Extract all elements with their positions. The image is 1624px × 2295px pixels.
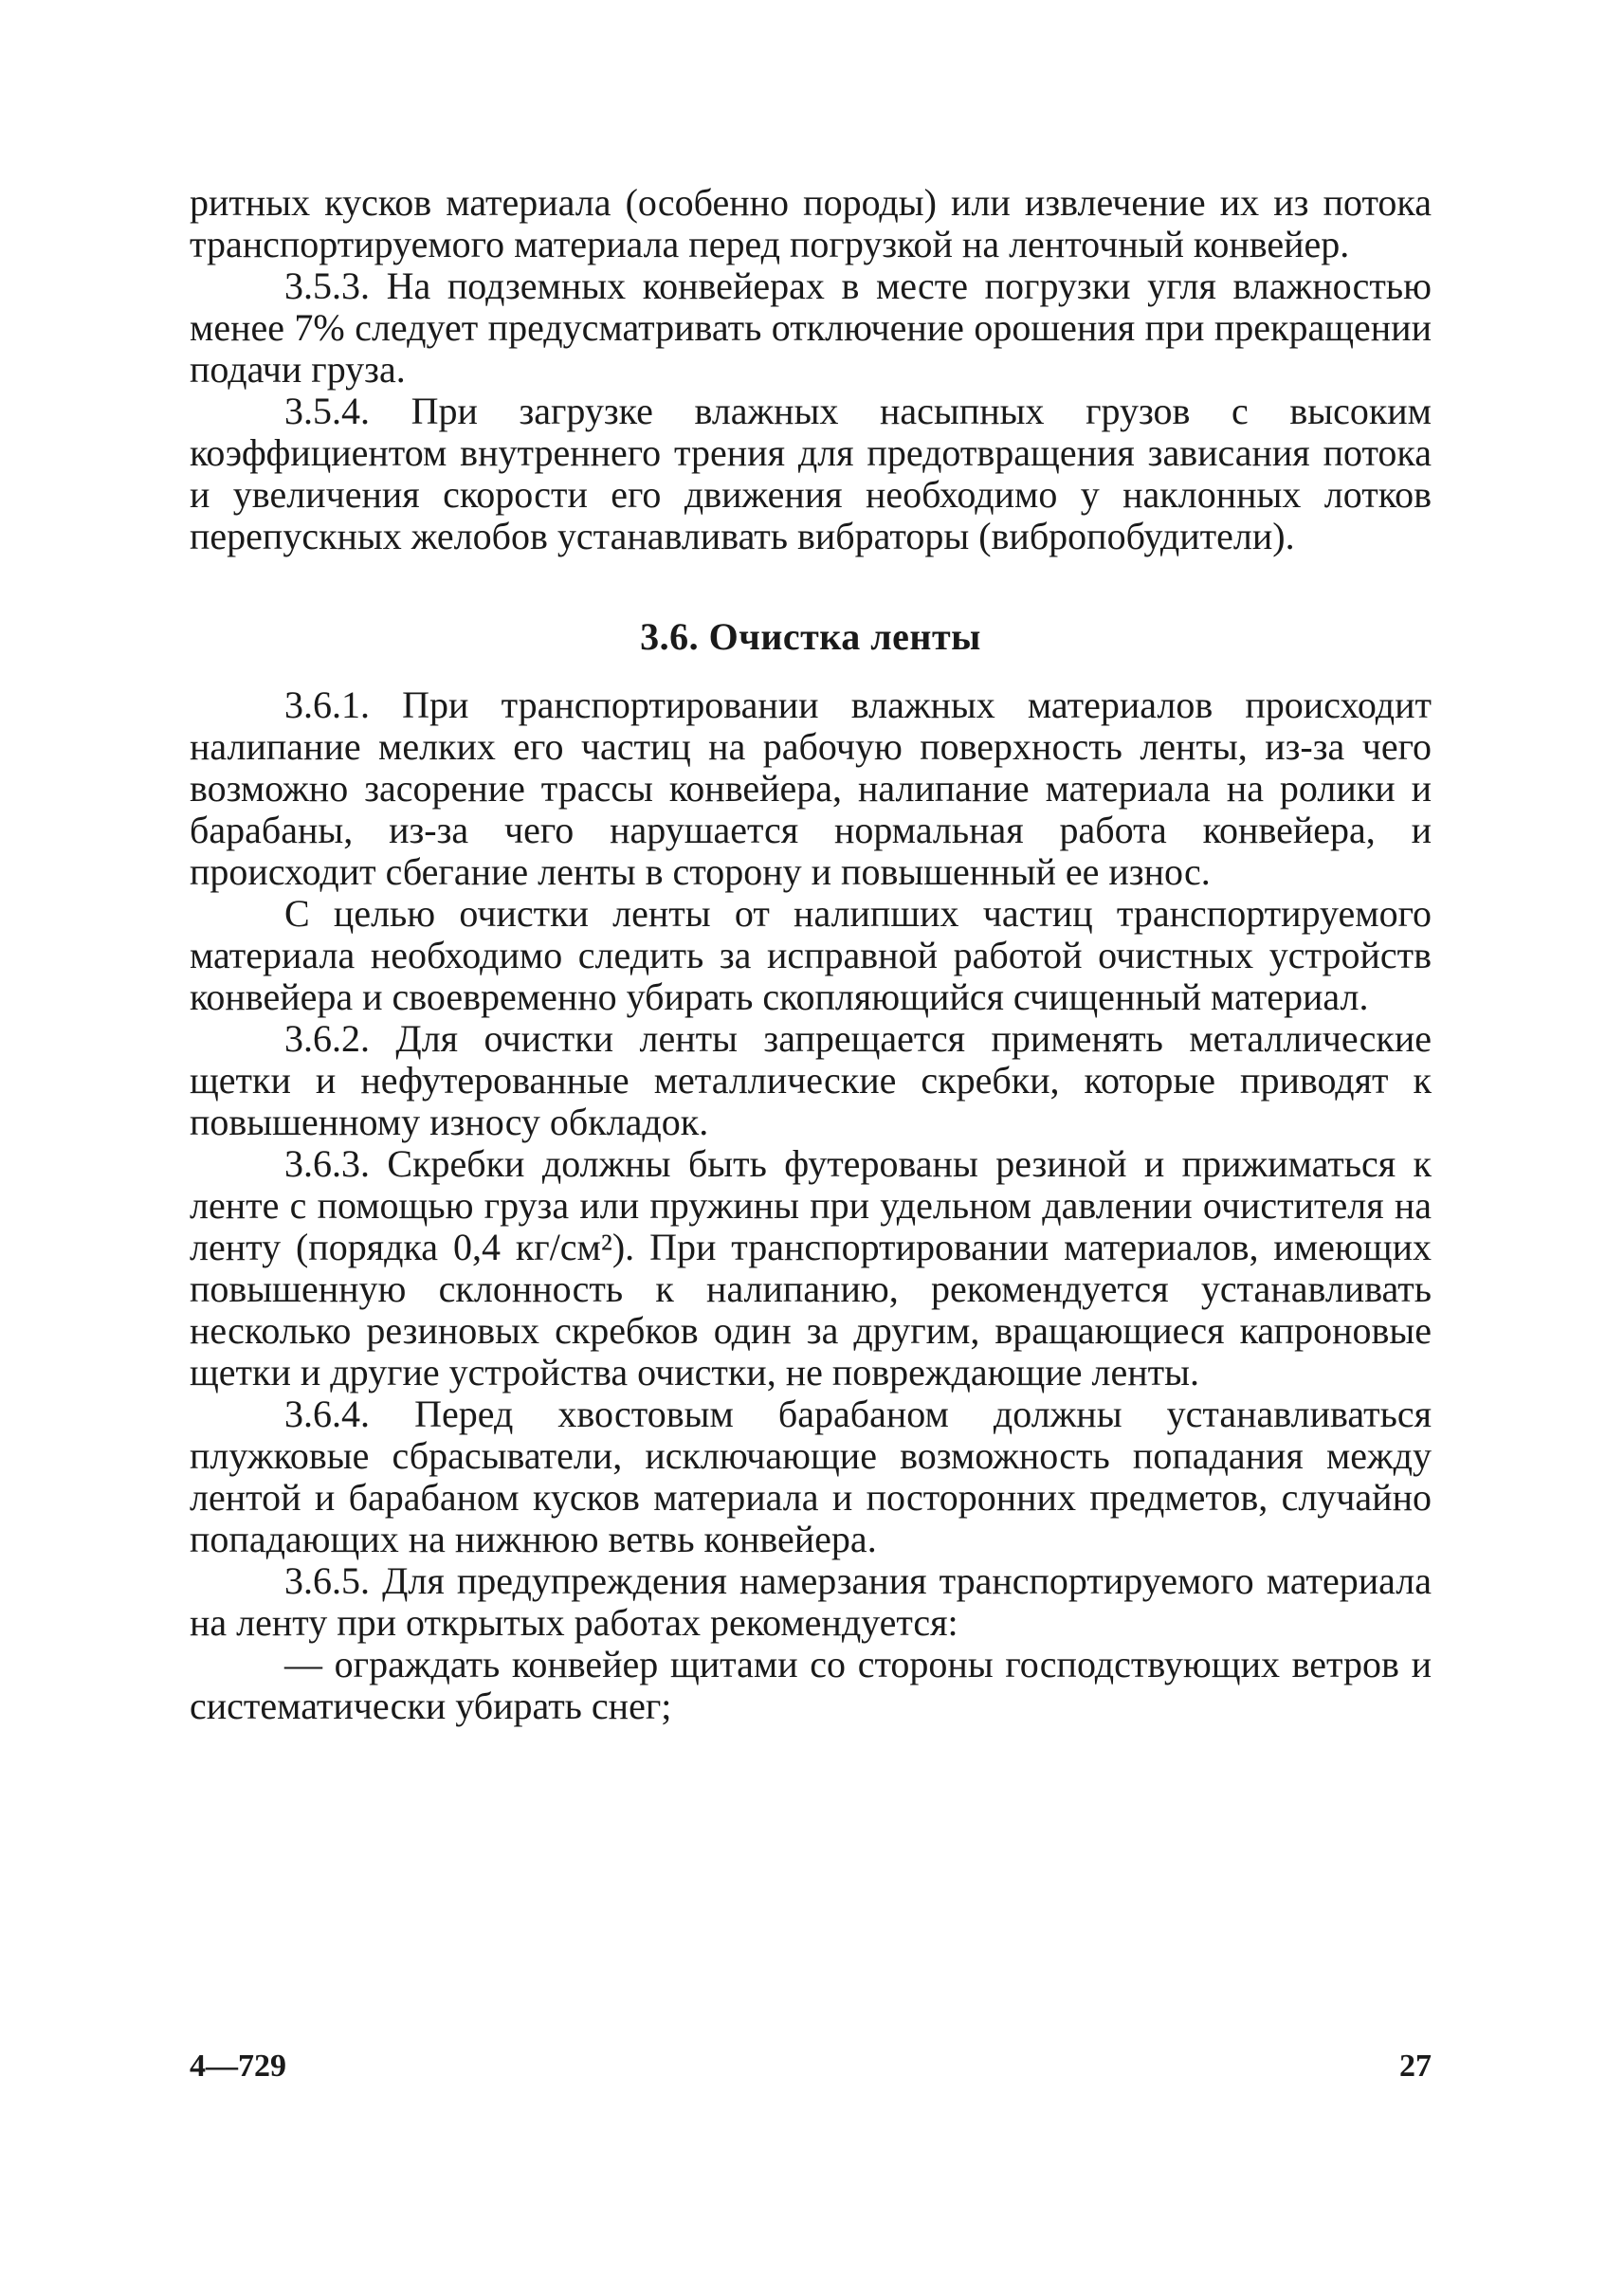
paragraph-3-6-5: 3.6.5. Для предупреждения намерзания транспортируемого материала на ленту при открытых работах рекомендуется:	[190, 1559, 1432, 1644]
paragraph-3-6-2: 3.6.2. Для очистки ленты запрещается применять металлические щетки и нефутерованные металлические скребки, которые приводят к повышенному износу обкладок.	[190, 1017, 1432, 1143]
paragraph-3-6-1: 3.6.1. При транспортировании влажных материалов происходит налипание мелких его частиц на рабочую поверхность ленты, из-за чего возможно засорение трассы конвейера, налипание материала на ролики и барабаны, из-за чего нарушается нормальная работа конвейера, и происходит сбегание ленты в сторону и повышенный ее износ.	[190, 683, 1432, 893]
section-heading: 3.6. Очистка ленты	[640, 615, 981, 658]
paragraph-3-6-4: 3.6.4. Перед хвостовым барабаном должны устанавливаться плужковые сбрасыватели, исключающие возможность попадания между лентой и барабаном кусков материала и посторонних предметов, случайно попадающих на нижнюю ветвь конвейера.	[190, 1393, 1432, 1560]
page-footer	[190, 2046, 1432, 2087]
document-page	[190, 182, 1432, 2125]
paragraph-3-5-4: 3.5.4. При загрузке влажных насыпных грузов с высоким коэффициентом внутреннего трения для предотвращения зависания потока и увеличения скорости его движения необходимо у наклонных лотков перепускных желобов устанавливать вибраторы (вибропобудители).	[190, 390, 1432, 557]
paragraph-continuation: ритных кусков материала (особенно породы) или извлечение их из потока транспортируемого материала перед погрузкой на ленточный конвейер.	[190, 181, 1432, 265]
paragraph-3-6-3: 3.6.3. Скребки должны быть футерованы резиной и прижиматься к ленте с помощью груза или пружины при удельном давлении очистителя на ленту (порядка 0,4 кг/см²). При транспортировании материалов, имеющих повышенную склонность к налипанию, рекомендуется устанавливать несколько резиновых скребков один за другим, вращающиеся капроновые щетки и другие устройства очистки, не повреждающие ленты.	[190, 1142, 1432, 1393]
printer-signature: 4—729	[190, 2049, 286, 2084]
paragraph-list-item: — ограждать конвейер щитами со стороны господствующих ветров и систематически убирать снег;	[190, 1643, 1432, 1727]
paragraph-cleaning-purpose: С целью очистки ленты от налипших частиц транспортируемого материала необходимо следить за исправной работой очистных устройств конвейера и своевременно убирать скопляющийся счищенный материал.	[190, 892, 1432, 1018]
paragraph-3-5-3: 3.5.3. На подземных конвейерах в месте погрузки угля влажностью менее 7% следует предусматривать отключение орошения при прекращении подачи груза.	[190, 264, 1432, 391]
page-number: 27	[1399, 2049, 1432, 2084]
